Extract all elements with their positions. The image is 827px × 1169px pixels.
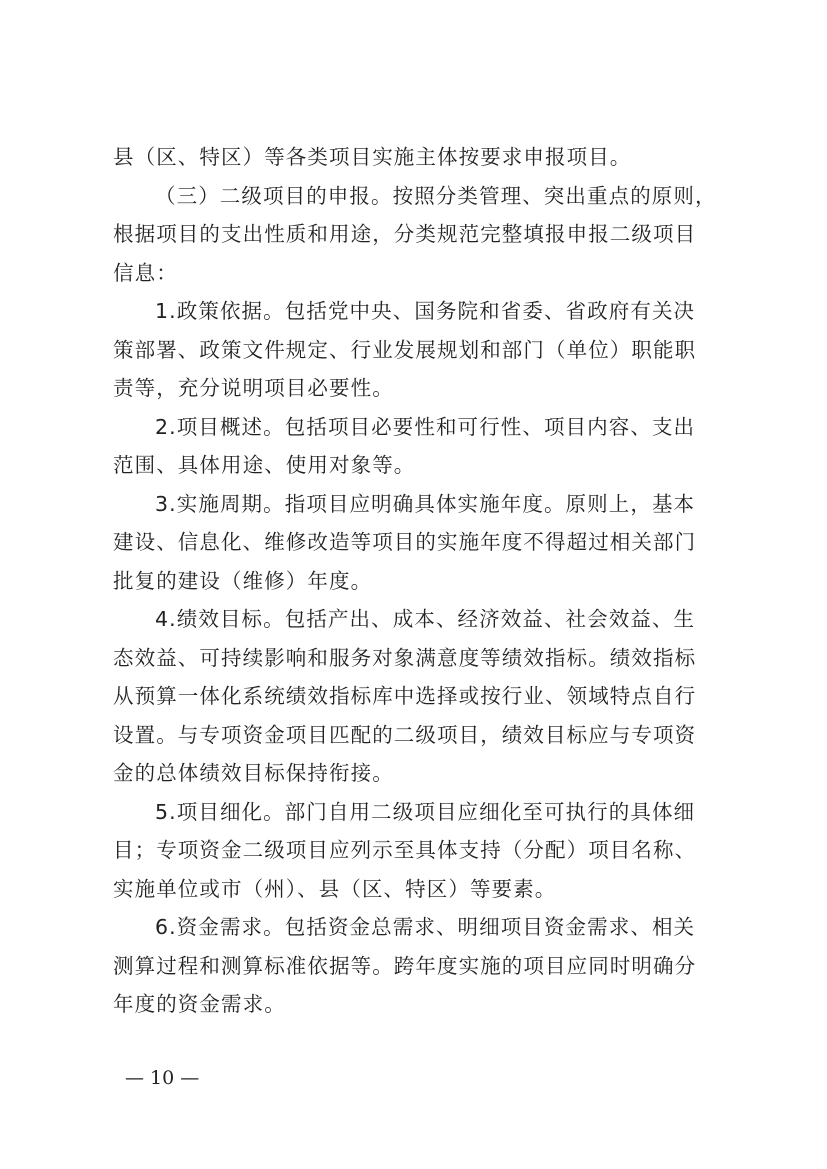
body-text <box>113 138 717 1024</box>
text-line: 范围、具体用途、使用对象等。 <box>113 453 416 477</box>
text-line: 年度的资金需求。 <box>113 992 286 1016</box>
text-line: 2.项目概述。包括项目必要性和可行性、项目内容、支出 <box>155 414 696 439</box>
text-line: 建设、信息化、维修改造等项目的实施年度不得超过相关部门 <box>113 530 697 554</box>
text-line: 6.资金需求。包括资金总需求、明细项目资金需求、相关 <box>155 915 696 939</box>
text-line: 态效益、可持续影响和服务对象满意度等绩效指标。绩效指标 <box>113 645 697 670</box>
text-line: 责等，充分说明项目必要性。 <box>113 376 394 400</box>
text-line: 信息： <box>113 260 178 285</box>
text-line: 3.实施周期。指项目应明确具体实施年度。原则上，基本 <box>155 491 696 516</box>
text-line: 1.政策依据。包括党中央、国务院和省委、省政府有关决 <box>155 299 696 323</box>
text-line: （三）二级项目的申报。按照分类管理、突出重点的原则， <box>155 183 717 208</box>
text-line: 测算过程和测算标准依据等。跨年度实施的项目应同时明确分 <box>113 953 697 978</box>
text-line: 实施单位或市（州）、县（区、特区）等要素。 <box>113 876 557 901</box>
text-line: 县（区、特区）等各类项目实施主体按要求申报项目。 <box>113 145 632 169</box>
text-line: 设置。与专项资金项目匹配的二级项目，绩效目标应与专项资 <box>113 722 697 747</box>
page-number: — 10 — <box>125 1067 200 1089</box>
text-line: 目；专项资金二级项目应列示至具体支持（分配）项目名称、 <box>113 838 697 862</box>
text-line: 4.绩效目标。包括产出、成本、经济效益、社会效益、生 <box>155 607 696 631</box>
text-line: 根据项目的支出性质和用途，分类规范完整填报申报二级项目 <box>113 222 697 246</box>
text-line: 金的总体绩效目标保持衔接。 <box>113 761 394 785</box>
text-line: 从预算一体化系统绩效指标库中选择或按行业、领域特点自行 <box>113 684 697 708</box>
text-line: 5.项目细化。部门自用二级项目应细化至可执行的具体细 <box>155 799 696 824</box>
text-line: 策部署、政策文件规定、行业发展规划和部门（单位）职能职 <box>113 337 697 362</box>
text-line: 批复的建设（维修）年度。 <box>113 568 373 593</box>
